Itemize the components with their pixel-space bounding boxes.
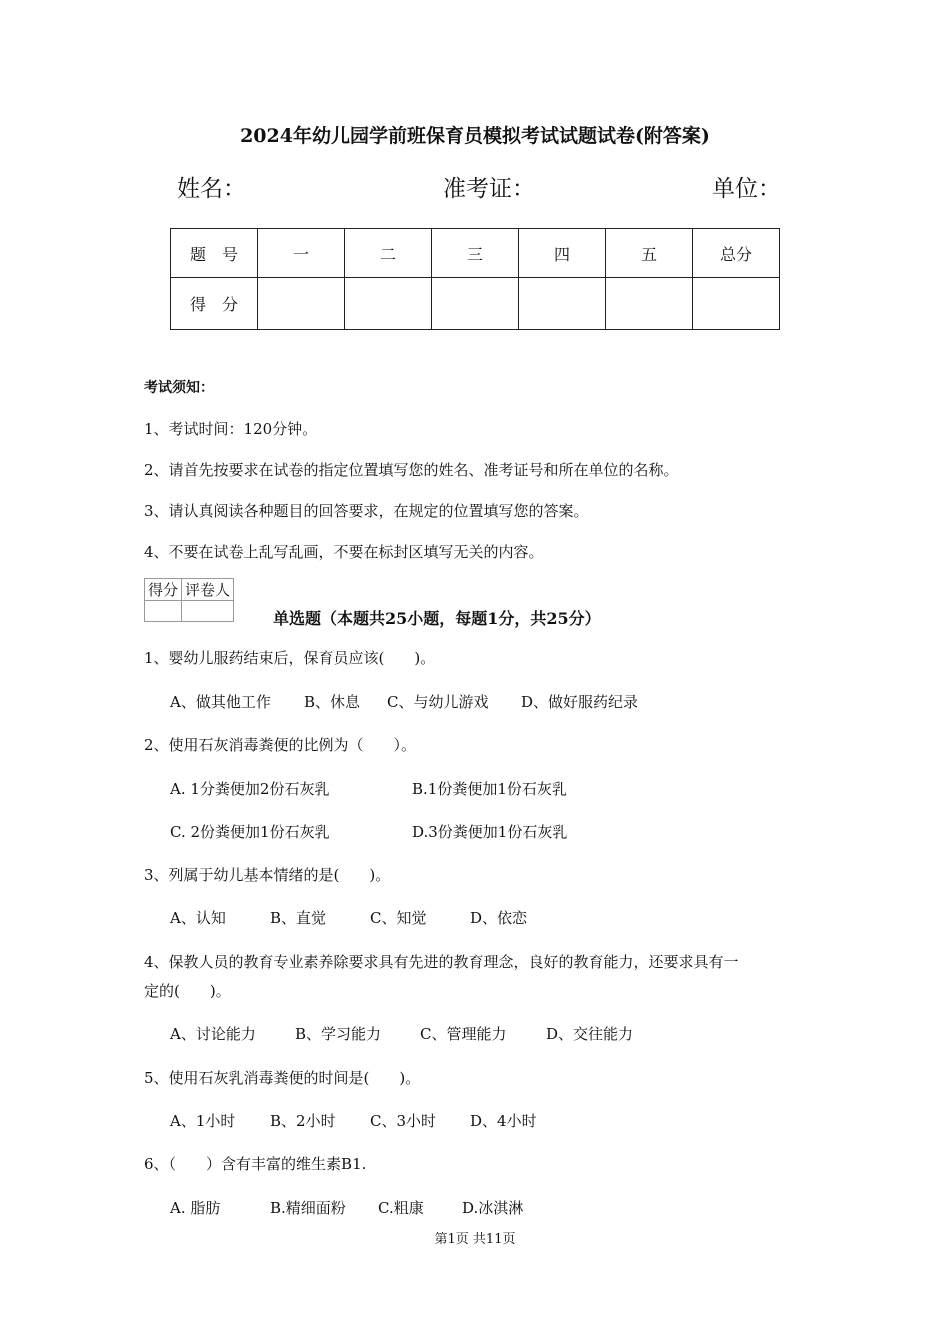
option: C、与幼儿游戏 — [387, 693, 489, 711]
option: A、认知 — [170, 909, 226, 927]
option: A、做其他工作 — [170, 693, 271, 711]
score-cell — [693, 278, 780, 330]
option: A、1小时 — [170, 1112, 236, 1130]
score-table — [170, 228, 780, 330]
score-cell — [432, 278, 519, 330]
page-title: 2024年幼儿园学前班保育员模拟考试试题试卷(附答案) — [240, 125, 710, 147]
option: B、学习能力 — [295, 1025, 382, 1043]
question-stem: 1、婴幼儿服药结束后，保育员应该( )。 — [144, 649, 436, 667]
header-cell-total: 总分 — [693, 229, 780, 278]
question-stem: 6、（ ）含有丰富的维生素B1. — [144, 1155, 367, 1173]
section-heading: 单选题（本题共25小题，每题1分，共25分） — [273, 609, 601, 628]
notice-heading: 考试须知： — [144, 380, 214, 396]
option: B.1份粪便加1份石灰乳 — [412, 780, 567, 798]
score-row-label: 得 分 — [171, 278, 258, 330]
notice-item: 4、不要在试卷上乱写乱画，不要在标封区填写无关的内容。 — [144, 543, 544, 561]
option: B.精细面粉 — [270, 1199, 346, 1217]
score-cell — [345, 278, 432, 330]
header-cell-question-number: 题 号 — [171, 229, 258, 278]
option: C、3小时 — [370, 1112, 437, 1130]
grader-name-cell — [182, 601, 234, 622]
option: B、直觉 — [270, 909, 327, 927]
grader-name-label: 评卷人 — [182, 579, 234, 601]
score-cell — [606, 278, 693, 330]
option: B、休息 — [304, 693, 361, 711]
option: C、管理能力 — [420, 1025, 507, 1043]
option: D.3份粪便加1份石灰乳 — [412, 823, 568, 841]
question-stem: 5、使用石灰乳消毒粪便的时间是( )。 — [144, 1069, 421, 1087]
grader-score-label: 得分 — [145, 579, 182, 601]
option: D、交往能力 — [546, 1025, 634, 1043]
option: C. 2份粪便加1份石灰乳 — [170, 823, 330, 841]
grader-score-cell — [145, 601, 182, 622]
notice-item: 2、请首先按要求在试卷的指定位置填写您的姓名、准考证号和所在单位的名称。 — [144, 461, 679, 479]
question-stem-continued: 定的( )。 — [144, 982, 231, 1000]
option: D、4小时 — [470, 1112, 537, 1130]
header-cell-part-2: 二 — [345, 229, 432, 278]
header-cell-part-4: 四 — [519, 229, 606, 278]
grader-box — [144, 578, 234, 622]
option: A. 1分粪便加2份石灰乳 — [170, 780, 330, 798]
option: D.冰淇淋 — [462, 1199, 524, 1217]
score-cell — [258, 278, 345, 330]
score-table-header-row — [171, 229, 780, 278]
exam-number-label: 准考证： — [443, 176, 535, 202]
header-cell-part-5: 五 — [606, 229, 693, 278]
grader-box-header-row — [145, 579, 234, 601]
option: D、做好服药纪录 — [521, 693, 639, 711]
option: D、依恋 — [470, 909, 528, 927]
question-stem: 3、列属于幼儿基本情绪的是( )。 — [144, 866, 391, 884]
option: A. 脂肪 — [170, 1199, 221, 1217]
option: C.粗康 — [378, 1199, 424, 1217]
grader-box-blank-row — [145, 601, 234, 622]
option: A、讨论能力 — [170, 1025, 256, 1043]
header-cell-part-1: 一 — [258, 229, 345, 278]
notice-item: 3、请认真阅读各种题目的回答要求，在规定的位置填写您的答案。 — [144, 502, 589, 520]
question-stem: 4、保教人员的教育专业素养除要求具有先进的教育理念，良好的教育能力，还要求具有一 — [144, 953, 739, 971]
name-label: 姓名： — [177, 176, 246, 202]
option: C、知觉 — [370, 909, 427, 927]
unit-label: 单位： — [712, 176, 781, 202]
notice-item: 1、考试时间：120分钟。 — [144, 420, 318, 438]
question-stem: 2、使用石灰消毒粪便的比例为（ ）。 — [144, 736, 417, 754]
option: B、2小时 — [270, 1112, 336, 1130]
score-table-score-row — [171, 278, 780, 330]
header-cell-part-3: 三 — [432, 229, 519, 278]
page-footer: 第1页 共11页 — [434, 1232, 516, 1247]
score-cell — [519, 278, 606, 330]
